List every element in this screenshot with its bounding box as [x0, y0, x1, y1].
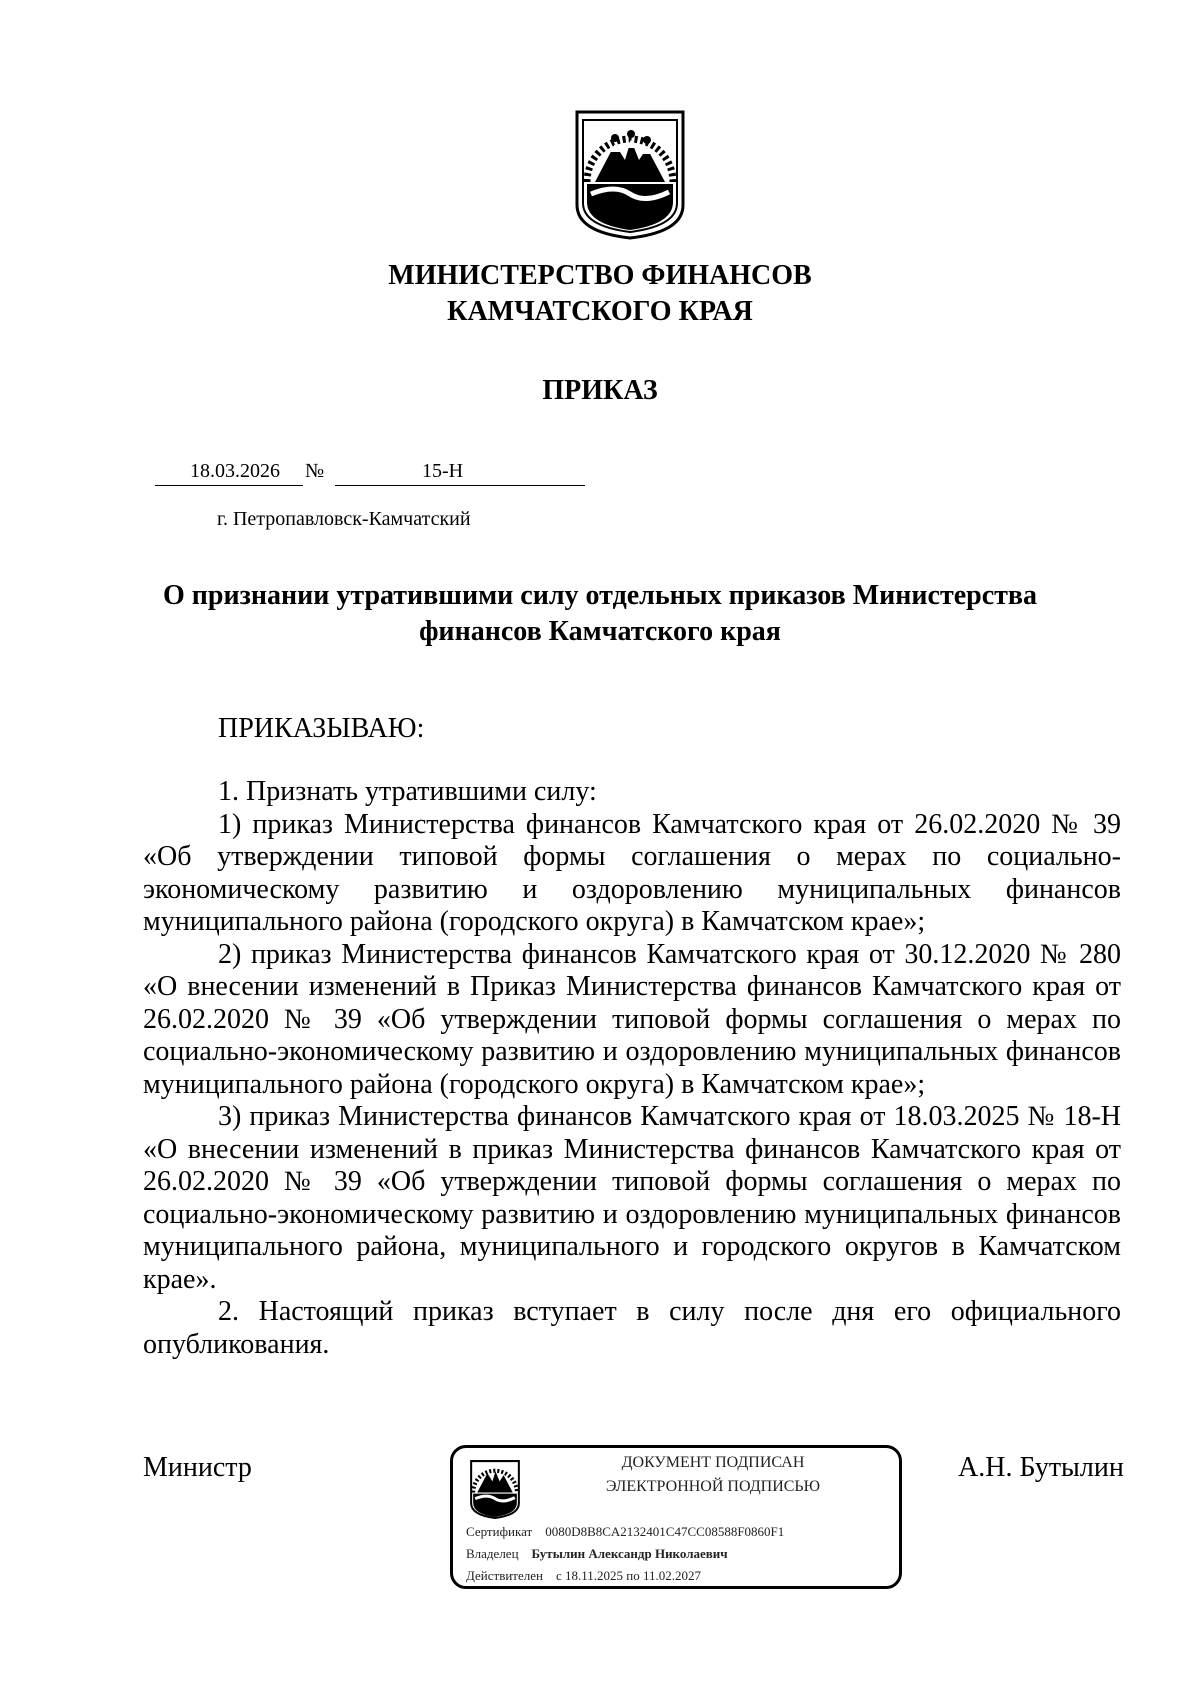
- org-name-line2: КАМЧАТСКОГО КРАЯ: [447, 296, 753, 327]
- body-paragraph: 2. Настоящий приказ вступает в силу после дня его официального опубликования.: [143, 1296, 1121, 1360]
- body-paragraph: 1. Признать утратившими силу:: [218, 776, 597, 807]
- stamp-validity: [466, 1568, 701, 1584]
- number-sign: №: [305, 460, 325, 482]
- order-subject: [100, 578, 1100, 650]
- subject-line2: финансов Камчатского края: [419, 616, 781, 647]
- body-paragraph: 2) приказ Министерства финансов Камчатского края от 30.12.2020 № 280 «О внесении изменений в Приказ Министерства финансов Камчатского края от 26.02.2020 № 39 «Об утверждении типовой формы соглашения о мерах по социально-экономическому развитию и оздоровлению муниципальных финансов муниципального района (городского округа) в Камчатском крае»;: [143, 938, 1121, 1100]
- order-date: 18.03.2026: [190, 460, 280, 482]
- date-number-line: [155, 460, 585, 486]
- stamp-emblem-icon: [467, 1456, 523, 1522]
- order-number: 15-Н: [422, 460, 464, 482]
- stamp-heading-line1: ДОКУМЕНТ ПОДПИСАН: [621, 1454, 805, 1471]
- body-paragraph: 3) приказ Министерства финансов Камчатского края от 18.03.2025 № 18-Н «О внесении изменений в приказ Министерства финансов Камчатского края от 26.02.2020 № 39 «Об утверждении типовой формы соглашения о мерах по социально-экономическому развитию и оздоровлению муниципальных финансов муниципального района, муниципального и городского округов в Камчатском крае».: [143, 1101, 1121, 1295]
- valid-value: с 18.11.2025 по 11.02.2027: [555, 1568, 701, 1583]
- owner-label: Владелец: [466, 1546, 519, 1561]
- owner-value: Бутылин Александр Николаевич: [531, 1546, 728, 1561]
- kamchatka-coat-of-arms-icon: [575, 110, 685, 240]
- cert-value: 0080D8B8CA2132401C47CC08588F0860F1: [545, 1524, 785, 1539]
- stamp-owner: [466, 1546, 728, 1562]
- org-name-line1: МИНИСТЕРСТВО ФИНАНСОВ: [388, 260, 812, 291]
- subject-line1: О признании утратившими силу отдельных приказов Министерства: [162, 580, 1038, 611]
- signer-name: А.Н. Бутылин: [958, 1452, 1124, 1483]
- command-word: ПРИКАЗЫВАЮ:: [218, 713, 425, 744]
- order-body: [143, 776, 1121, 1361]
- signer-position: Министр: [143, 1452, 252, 1483]
- stamp-certificate: [466, 1524, 784, 1540]
- body-paragraph: 1) приказ Министерства финансов Камчатского края от 26.02.2020 № 39 «Об утверждении типовой формы соглашения о мерах по социально-экономическому развитию и оздоровлению муниципальных финансов муниципального района (городского округа) в Камчатском крае»;: [143, 808, 1121, 937]
- electronic-signature-stamp: [450, 1445, 902, 1589]
- valid-label: Действителен: [466, 1568, 543, 1583]
- cert-label: Сертификат: [466, 1524, 533, 1539]
- stamp-heading-line2: ЭЛЕКТРОННОЙ ПОДПИСЬЮ: [605, 1478, 821, 1495]
- document-type: ПРИКАЗ: [542, 375, 658, 406]
- city: г. Петропавловск-Камчатский: [217, 508, 471, 530]
